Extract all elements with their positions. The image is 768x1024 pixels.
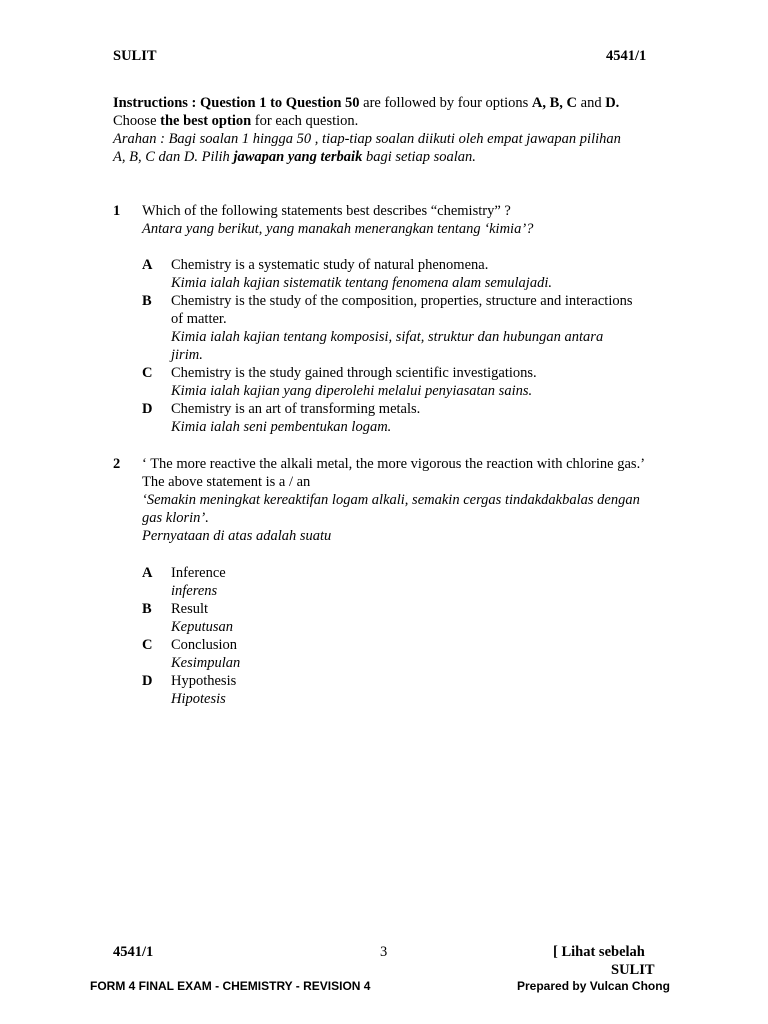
q2-option-c-en: Conclusion	[171, 637, 238, 653]
question-2-line3: ‘Semakin meningkat kereaktifan logam alkali, semakin cergas tindakdakbalas dengan	[142, 492, 640, 508]
footer-author: Prepared by Vulcan Chong	[517, 979, 670, 993]
header-paper-code: 4541/1	[606, 48, 647, 64]
q2-option-a-letter: A	[142, 565, 153, 581]
question-1-text-ms: Antara yang berikut, yang manakah menerangkan tentang ‘kimia’?	[142, 221, 534, 237]
instructions-ms2-c: bagi setiap soalan.	[362, 149, 476, 165]
question-2-line2: The above statement is a / an	[142, 474, 311, 490]
instructions-en-prefix: Instructions : Question 1 to Question 50	[113, 95, 360, 111]
q1-option-a-ms: Kimia ialah kajian sistematik tentang fenomena alam semulajadi.	[171, 275, 552, 291]
footer-exam-title: FORM 4 FINAL EXAM - CHEMISTRY - REVISION 4	[90, 979, 371, 993]
instructions-ms2-b: jawapan yang terbaik	[233, 149, 363, 165]
q1-option-a-en: Chemistry is a systematic study of natural phenomena.	[171, 257, 489, 273]
question-2-number: 2	[113, 456, 121, 472]
q2-option-c-letter: C	[142, 637, 153, 653]
question-1-number: 1	[113, 203, 121, 219]
instructions-en-mid: are followed by four options	[359, 95, 532, 111]
instructions-en-and: and	[577, 95, 606, 111]
instructions-ms2-a: A, B, C dan D. Pilih	[113, 149, 234, 165]
instructions-en-line2	[113, 112, 673, 130]
q2-option-d-en: Hypothesis	[171, 673, 237, 689]
q2-option-b-ms: Keputusan	[171, 619, 234, 635]
q2-option-c-ms: Kesimpulan	[171, 655, 241, 671]
question-1-text-en: Which of the following statements best describes “chemistry” ?	[142, 203, 511, 219]
q1-option-a-letter: A	[142, 257, 153, 273]
header-classification: SULIT	[113, 48, 157, 64]
q1-option-b-ms: Kimia ialah kajian tentang komposisi, sifat, struktur dan hubungan antara	[171, 329, 604, 345]
q1-option-c-en: Chemistry is the study gained through scientific investigations.	[171, 365, 537, 381]
q1-option-c-ms: Kimia ialah kajian yang diperolehi melalui penyiasatan sains.	[171, 383, 533, 399]
footer-page-number: 3	[380, 944, 388, 960]
instructions-en-d: D.	[605, 95, 620, 111]
q1-option-b-en2: of matter.	[171, 311, 227, 327]
instructions-en-options: A, B, C	[531, 95, 578, 111]
footer-paper-code: 4541/1	[113, 944, 154, 960]
instructions-en-line1	[113, 94, 673, 112]
q1-option-c-letter: C	[142, 365, 153, 381]
q2-option-b-en: Result	[171, 601, 209, 617]
q2-option-d-letter: D	[142, 673, 153, 689]
q2-option-a-ms: inferens	[171, 583, 218, 599]
q2-option-d-ms: Hipotesis	[171, 691, 226, 707]
footer-classification: SULIT	[611, 962, 655, 978]
question-2-line4: gas klorin’.	[142, 510, 209, 526]
instructions-en2-c: for each question.	[251, 113, 359, 129]
q2-option-b-letter: B	[142, 601, 152, 617]
q1-option-b-ms2: jirim.	[171, 347, 203, 363]
q1-option-b-letter: B	[142, 293, 152, 309]
q1-option-d-en: Chemistry is an art of transforming metals.	[171, 401, 421, 417]
instructions-ms-line2	[113, 148, 693, 166]
q1-option-d-letter: D	[142, 401, 153, 417]
q1-option-d-ms: Kimia ialah seni pembentukan logam.	[171, 419, 392, 435]
footer-next-page: [ Lihat sebelah	[553, 944, 645, 960]
question-2-line5: Pernyataan di atas adalah suatu	[142, 528, 332, 544]
question-2-line1: ‘ The more reactive the alkali metal, the more vigorous the reaction with chlorine gas.’	[142, 456, 646, 472]
instructions-en2-b: the best option	[160, 113, 252, 129]
instructions-en2-a: Choose	[113, 113, 161, 129]
q2-option-a-en: Inference	[171, 565, 226, 581]
instructions-ms-line1: Arahan : Bagi soalan 1 hingga 50 , tiap-tiap soalan diikuti oleh empat jawapan pilihan	[113, 131, 621, 147]
q1-option-b-en: Chemistry is the study of the composition, properties, structure and interactions	[171, 293, 633, 309]
